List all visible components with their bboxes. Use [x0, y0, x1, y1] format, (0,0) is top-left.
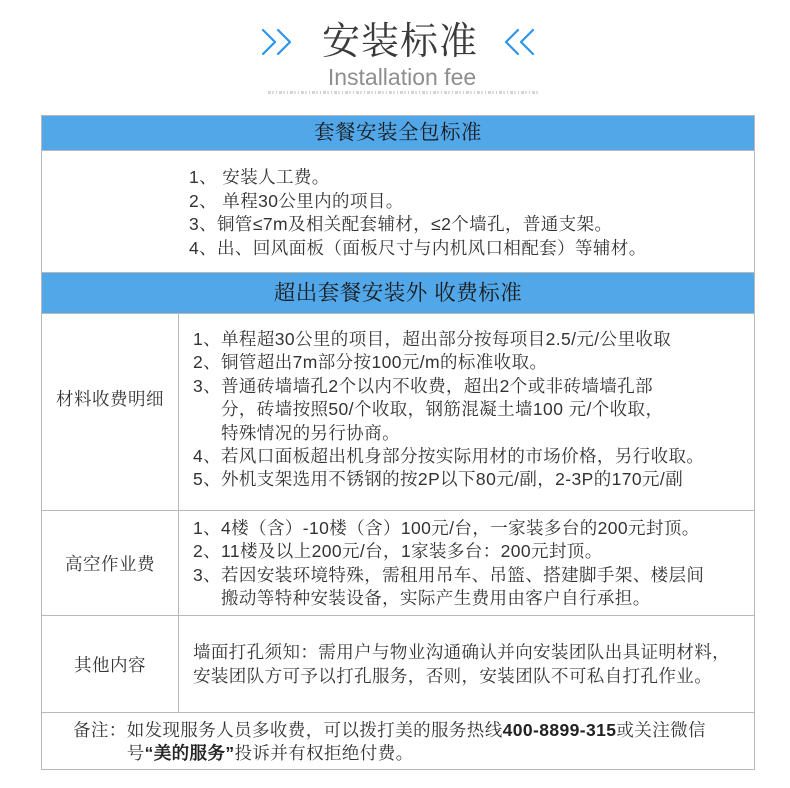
package-section-header: 套餐安装全包标准	[42, 116, 754, 151]
list-item	[193, 375, 754, 445]
page-title: 安装标准	[321, 21, 478, 63]
list-item-line: 5、外机支架选用不锈钢的按2P以下80元/副，2-3P的170元/副	[193, 469, 684, 490]
list-item: 4、出、回风面板（面板尺寸与内机风口相配套）等辅材。	[189, 238, 647, 259]
service-hotline-number: 400-8899-315	[502, 720, 617, 740]
row-label-high-altitude: 高空作业费	[65, 553, 155, 574]
double-chevron-right-icon-graphic	[259, 27, 297, 57]
row-content-high-altitude	[179, 511, 754, 615]
list-item-line: 墙面打孔须知：需用户与物业沟通确认并向安装团队出具证明材料，	[193, 641, 730, 662]
installation-fee-table	[41, 115, 755, 770]
row-label-cell	[42, 616, 179, 712]
row-content-other	[179, 616, 754, 712]
decorative-caption-line	[268, 91, 540, 94]
list-item-line: 1、4楼（含）-10楼（含）100元/台，一家装多台的200元封顶。	[193, 518, 700, 538]
row-label-other: 其他内容	[74, 654, 146, 675]
list-item-line: 1、单程超30公里的项目，超出部分按每项目2.5/元/公里收取	[193, 329, 672, 349]
list-item: 3、铜管≤7m及相关配套辅材，≤2个墙孔，普通支架。	[189, 214, 613, 235]
row-label-cell	[42, 314, 179, 510]
list-item-line: 2、铜管超出7m部分按100元/m的标准收取。	[193, 352, 548, 373]
notes-text: 号	[126, 743, 145, 763]
list-item	[193, 517, 754, 540]
row-label-cell	[42, 511, 179, 615]
materials-fee-row	[42, 314, 754, 511]
list-item-line: 4、若风口面板超出机身部分按实际用材的市场价格，另行收取。	[193, 446, 705, 467]
list-item	[193, 328, 754, 351]
extra-fee-section-header: 超出套餐安装外 收费标准	[42, 273, 754, 314]
list-item	[193, 468, 754, 491]
notes-label: 备注：	[73, 720, 127, 740]
list-item-line: 分，砖墙按照50/个收取，钢筋混凝土墙100 元/个收取，	[221, 399, 664, 420]
double-chevron-right-icon	[259, 27, 297, 57]
list-item-line: 3、若因安装环境特殊，需租用吊车、吊篮、搭建脚手架、楼层间	[193, 564, 705, 585]
list-item	[193, 540, 754, 563]
row-content-materials	[179, 314, 754, 510]
notes-body	[127, 719, 706, 769]
double-chevron-left-icon-graphic	[499, 27, 537, 57]
list-item	[193, 445, 754, 468]
list-item: 1、 安装人工费。	[189, 167, 330, 187]
list-item-line: 2、11楼及以上200元/台，1家装多台：200元封顶。	[193, 541, 603, 562]
notes-text: 投诉并有权拒绝付费。	[234, 743, 414, 763]
list-item-line: 特殊情况的另行协商。	[221, 422, 400, 443]
notes-row	[42, 713, 754, 769]
double-chevron-left-icon	[499, 27, 537, 57]
high-altitude-fee-row	[42, 511, 754, 616]
notes-line	[127, 719, 706, 742]
list-item-line: 安装团队方可予以打孔服务，否则，安装团队不可私自打孔作业。	[193, 666, 713, 686]
list-item: 2、 单程30公里内的项目。	[189, 190, 404, 211]
notes-text: 或关注微信	[616, 720, 706, 740]
notes-text: 如发现服务人员多收费，可以拨打美的服务热线	[126, 720, 503, 740]
list-item-line: 3、普通砖墙墙孔2个以内不收费，超出2个或非砖墙墙孔部	[193, 375, 653, 396]
page-subtitle: Installation fee	[327, 64, 477, 90]
package-items	[42, 151, 754, 273]
row-label-materials: 材料收费明细	[56, 388, 164, 409]
list-item	[193, 351, 754, 374]
service-account-name: “美的服务”	[144, 743, 235, 763]
list-item	[193, 564, 754, 611]
other-content-row	[42, 616, 754, 713]
notes-line	[127, 742, 706, 765]
list-item-line: 搬动等特种安装设备，实际产生费用由客户自行承担。	[221, 588, 651, 609]
